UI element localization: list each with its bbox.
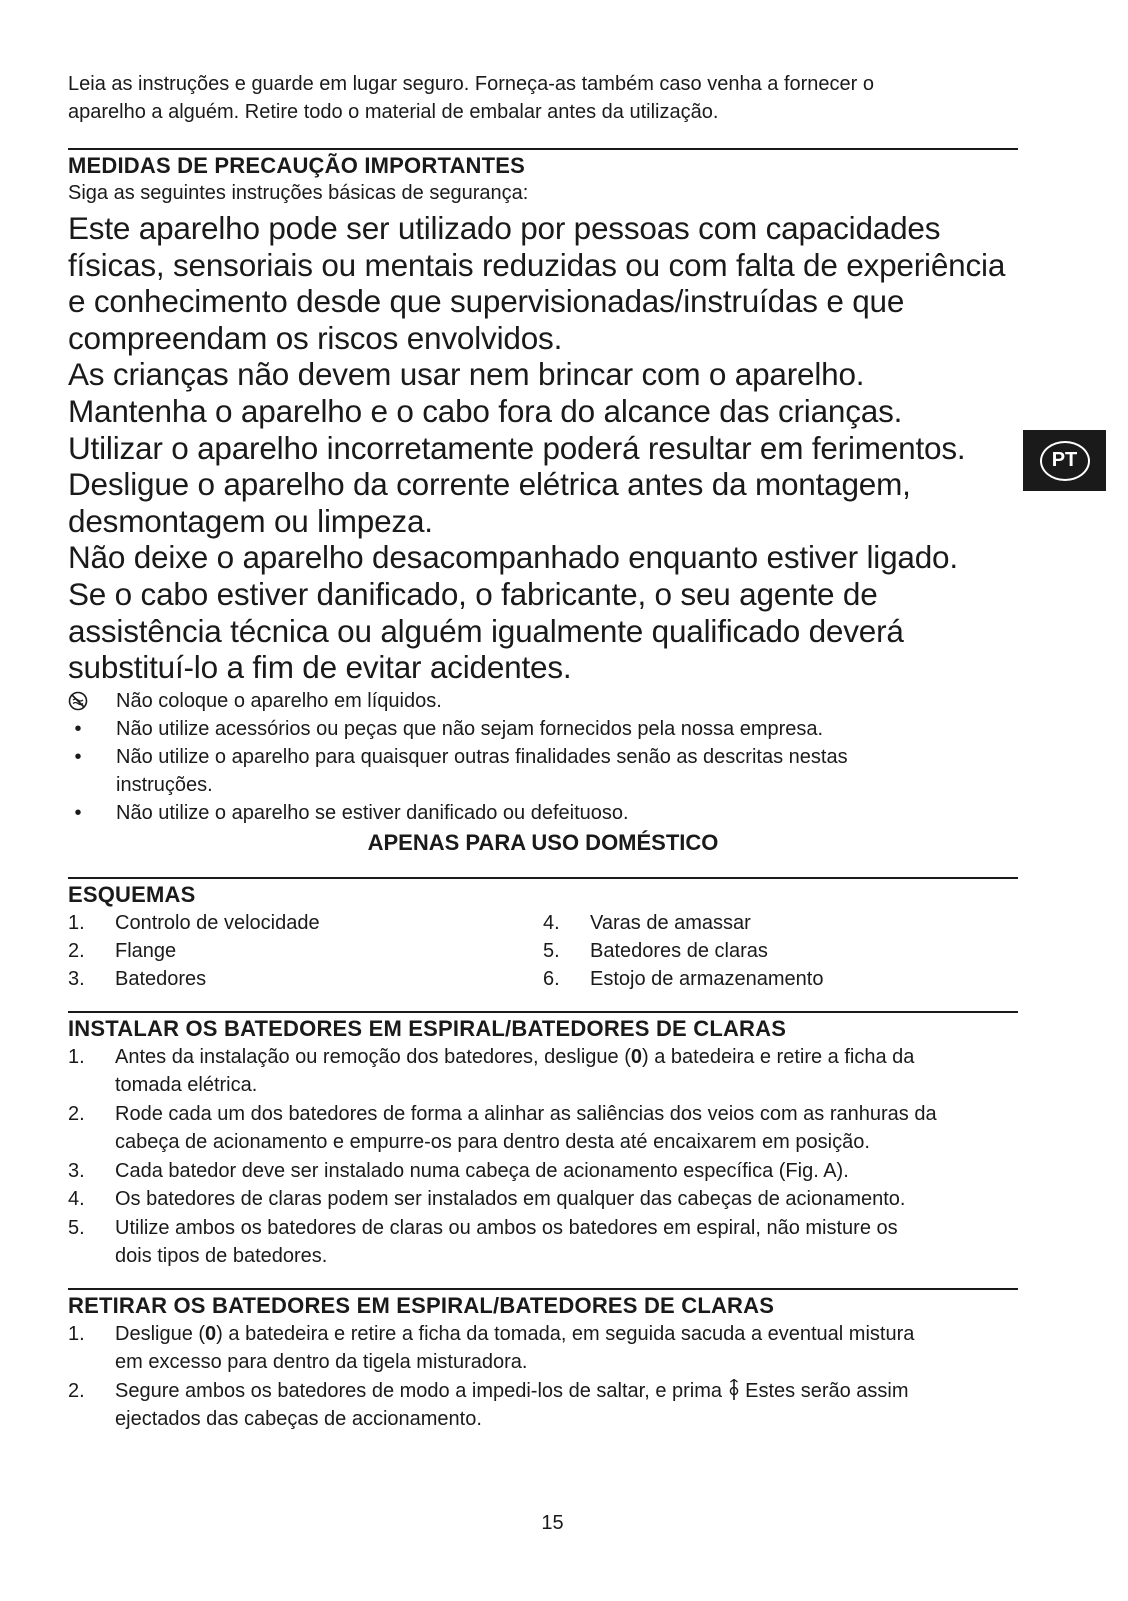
item-number: 5. — [543, 939, 560, 962]
page-content — [68, 70, 1018, 1434]
item-label: Controlo de velocidade — [115, 911, 320, 934]
divider — [68, 148, 1018, 150]
list-item — [543, 965, 1018, 993]
bullet-text: Não utilize o aparelho para quaisquer outras finalidades senão as descritas nestas — [116, 745, 848, 768]
list-item — [68, 965, 543, 993]
list-item — [543, 937, 1018, 965]
step-text: Rode cada um dos batedores de forma a alinhar as saliências dos veios com as ranhuras da — [115, 1102, 937, 1125]
page-number: 15 — [541, 1512, 564, 1534]
safety-line: compreendam os riscos envolvidos. — [68, 319, 563, 356]
step-text: tomada elétrica. — [115, 1074, 258, 1097]
list-item — [68, 1100, 1018, 1157]
install-heading: INSTALAR OS BATEDORES EM ESPIRAL/BATEDORES DE CLARAS — [68, 1015, 787, 1041]
divider — [68, 1288, 1018, 1290]
safety-line: assistência técnica ou alguém igualmente qualificado deverá — [68, 612, 904, 649]
bullet-text: Não utilize acessórios ou peças que não sejam fornecidos pela nossa empresa. — [116, 717, 824, 740]
parts-column-left — [68, 909, 543, 993]
off-symbol: 0 — [205, 1322, 217, 1345]
step-text: Estes serão assim — [739, 1379, 909, 1402]
item-label: Flange — [115, 939, 177, 962]
divider — [68, 877, 1018, 879]
step-number: 1. — [68, 1045, 85, 1068]
remove-steps — [68, 1320, 1018, 1434]
list-item — [68, 687, 1018, 715]
item-number: 2. — [68, 939, 85, 962]
list-item — [68, 909, 543, 937]
step-text: Cada batedor deve ser instalado numa cabeça de acionamento específica (Fig. A). — [115, 1159, 849, 1182]
item-number: 1. — [68, 911, 85, 934]
step-text: em excesso para dentro da tigela misturadora. — [115, 1351, 528, 1374]
diagram-parts-list — [68, 909, 1018, 993]
item-number: 3. — [68, 967, 85, 990]
safety-line: substituí-lo a fim de evitar acidentes. — [68, 649, 572, 686]
intro-line: aparelho a alguém. Retire todo o material de embalar antes da utilização. — [68, 101, 719, 123]
safety-line: Se o cabo estiver danificado, o fabricante, o seu agente de — [68, 575, 878, 612]
step-number: 2. — [68, 1102, 85, 1125]
precautions-heading: MEDIDAS DE PRECAUÇÃO IMPORTANTES — [68, 153, 526, 178]
language-tab-label: PT — [1040, 441, 1090, 481]
item-label: Estojo de armazenamento — [590, 967, 824, 990]
intro-text — [68, 70, 1018, 126]
off-symbol: 0 — [630, 1045, 643, 1068]
item-label: Batedores de claras — [590, 939, 768, 962]
divider — [68, 1011, 1018, 1013]
safety-line: Não deixe o aparelho desacompanhado enquanto estiver ligado. — [68, 539, 958, 576]
step-text: Os batedores de claras podem ser instalados em qualquer das cabeças de acionamento. — [115, 1188, 906, 1211]
safety-line: Desligue o aparelho da corrente elétrica antes da montagem, — [68, 466, 911, 503]
safety-line: As crianças não devem usar nem brincar com o aparelho. — [68, 356, 865, 393]
no-immerse-icon — [68, 687, 88, 715]
step-text: Segure ambos os batedores de modo a impedi-los de saltar, e prima — [115, 1379, 728, 1402]
list-item — [543, 909, 1018, 937]
eject-icon — [728, 1380, 740, 1402]
precaution-bullets — [68, 687, 1018, 827]
list-item — [68, 1320, 1018, 1377]
step-number: 2. — [68, 1379, 85, 1402]
step-number: 4. — [68, 1188, 85, 1211]
step-text: Desligue ( — [115, 1322, 206, 1345]
item-label: Varas de amassar — [590, 911, 751, 934]
diagrams-heading: ESQUEMAS — [68, 881, 196, 907]
list-item — [68, 937, 543, 965]
list-item — [68, 743, 1018, 799]
bullet-text: Não coloque o aparelho em líquidos. — [116, 689, 442, 712]
safety-line: Utilizar o aparelho incorretamente poderá resultar em ferimentos. — [68, 429, 966, 466]
list-item — [68, 1043, 1018, 1100]
list-item — [68, 1185, 1018, 1214]
item-number: 6. — [543, 967, 560, 990]
bullet-text: instruções. — [116, 773, 213, 796]
item-number: 4. — [543, 911, 560, 934]
intro-line: Leia as instruções e guarde em lugar seguro. Forneça-as também caso venha a fornecer o — [68, 73, 874, 95]
remove-heading: RETIRAR OS BATEDORES EM ESPIRAL/BATEDORES DE CLARAS — [68, 1292, 775, 1318]
item-label: Batedores — [115, 967, 207, 990]
install-steps — [68, 1043, 1018, 1271]
bullet-mark: • — [74, 801, 82, 824]
precautions-subheading: Siga as seguintes instruções básicas de segurança: — [68, 182, 529, 204]
step-text: Antes da instalação ou remoção dos batedores, desligue ( — [115, 1045, 631, 1068]
step-number: 5. — [68, 1216, 85, 1239]
step-number: 3. — [68, 1159, 85, 1182]
bullet-mark: • — [74, 745, 82, 768]
step-text: ejectados das cabeças de accionamento. — [115, 1408, 482, 1431]
safety-line: físicas, sensoriais ou mentais reduzidas ou com falta de experiência — [68, 246, 1006, 283]
bullet-mark: • — [74, 717, 82, 740]
parts-column-right — [543, 909, 1018, 993]
step-number: 1. — [68, 1322, 85, 1345]
household-use-heading: APENAS PARA USO DOMÉSTICO — [367, 829, 719, 855]
safety-line: desmontagem ou limpeza. — [68, 502, 433, 539]
step-text: ) a batedeira e retire a ficha da tomada, em seguida sacuda a eventual mistura — [216, 1322, 915, 1345]
step-text: ) a batedeira e retire a ficha da — [642, 1045, 915, 1068]
bullet-text: Não utilize o aparelho se estiver danificado ou defeituoso. — [116, 801, 629, 824]
step-text: dois tipos de batedores. — [115, 1245, 328, 1268]
list-item — [68, 715, 1018, 743]
safety-line: Este aparelho pode ser utilizado por pessoas com capacidades — [68, 210, 941, 246]
step-text: Utilize ambos os batedores de claras ou ambos os batedores em espiral, não misture os — [115, 1216, 898, 1239]
language-tab — [1023, 430, 1106, 491]
safety-line: e conhecimento desde que supervisionadas/instruídas e que — [68, 283, 905, 320]
step-text: cabeça de acionamento e empurre-os para dentro desta até encaixarem em posição. — [115, 1131, 870, 1154]
list-item — [68, 1377, 1018, 1434]
safety-line: Mantenha o aparelho e o cabo fora do alcance das crianças. — [68, 392, 903, 429]
safety-statements — [68, 210, 1018, 686]
list-item — [68, 1157, 1018, 1186]
list-item — [68, 799, 1018, 827]
list-item — [68, 1214, 1018, 1271]
